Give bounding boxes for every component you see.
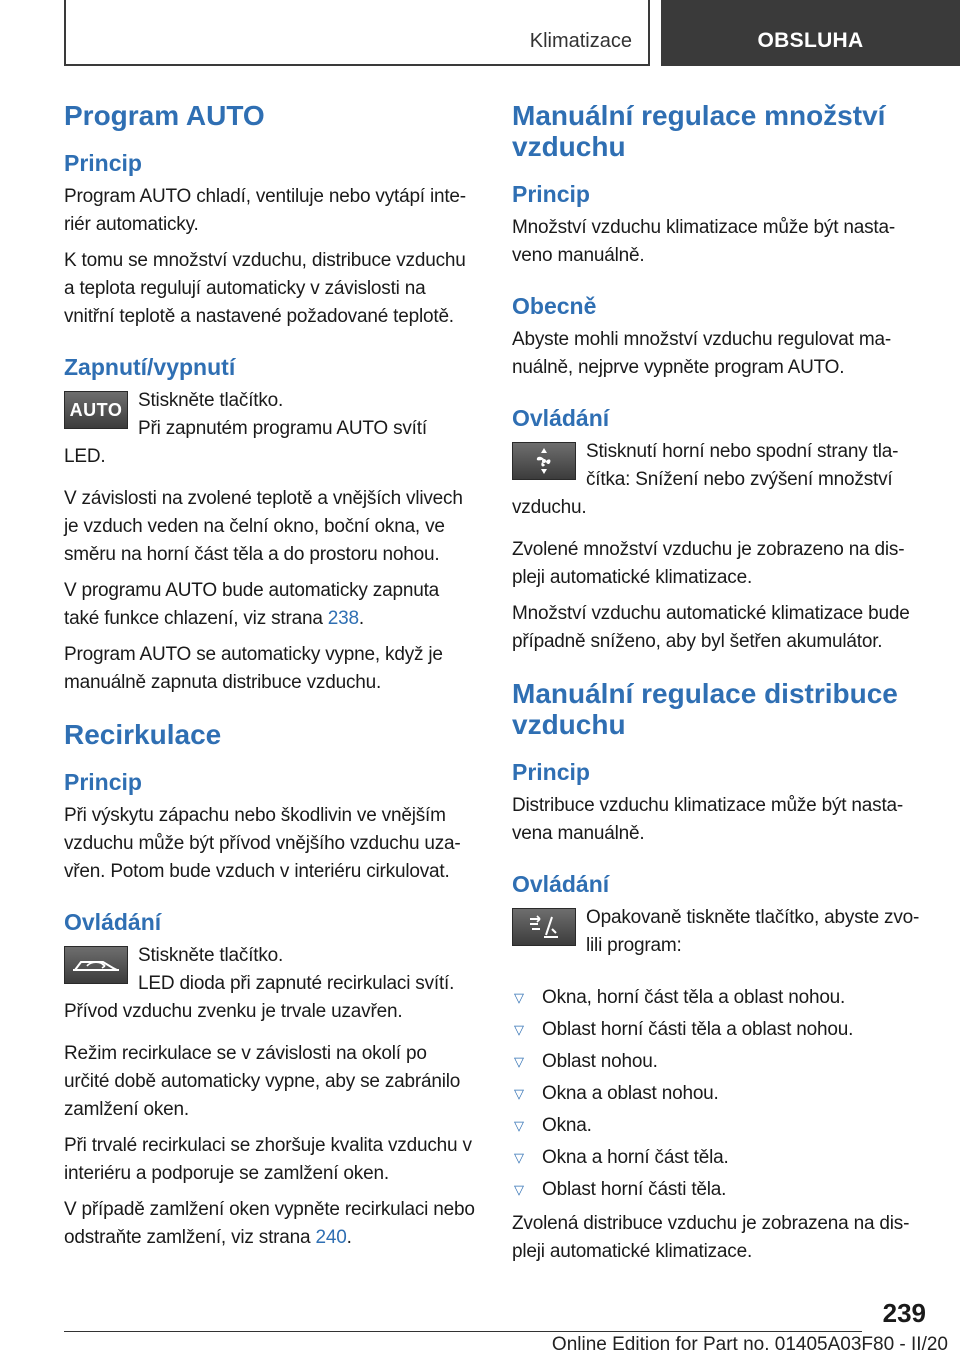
list-item: ▽ Oblast horní části těla.: [512, 1176, 924, 1204]
instruction-line: LED dioda při zapnuté recirkulaci svítí.: [138, 973, 455, 994]
paragraph: Zvolená distribuce vzduchu je zobrazena na dis‐pleji automatické klimatizace.: [512, 1213, 910, 1262]
left-column: [64, 100, 476, 1260]
heading-manual-air-distribution: Manuální regulace distribuce vzduchu: [512, 678, 898, 740]
fan-icon: [512, 442, 576, 480]
paragraph: K tomu se množství vzduchu, distribuce vzduchu a teplota regulují automaticky v závislosti na vnitřní teplotě a nastavené požadované teplotě.: [64, 250, 466, 327]
paragraph: Při výskytu zápachu nebo škodlivin ve vnějším vzduchu může být přívod vnějšího vzduchu uza‐vřen. Potom bude vzduch v interiéru cirkulovat.: [64, 805, 461, 882]
list-item: ▽ Oblast nohou.: [512, 1048, 924, 1076]
instruction-line: Opakovaně tiskněte tlačítko, abyste zvo‐: [586, 907, 920, 928]
page-link[interactable]: 240: [315, 1227, 347, 1248]
fan-button-instruction: [512, 438, 924, 522]
heading-ovladani: Ovládání: [512, 405, 610, 431]
header-chapter-tab: OBSLUHA: [661, 0, 960, 66]
instruction-line: Stiskněte tlačítko.: [138, 945, 284, 966]
paragraph: V programu AUTO bude automaticky zapnuta také funkce chlazení, viz strana 238.: [64, 580, 440, 629]
heading-ovladani: Ovládání: [512, 871, 610, 897]
header-section-title: Klimatizace: [529, 30, 632, 52]
list-item: ▽ Okna a horní část těla.: [512, 1144, 924, 1172]
paragraph: Množství vzduchu automatické klimatizace bude případně sníženo, aby byl šetřen akumulátor.: [512, 603, 910, 652]
triangle-bullet-icon: ▽: [514, 1022, 524, 1037]
triangle-bullet-icon: ▽: [514, 1118, 524, 1133]
triangle-bullet-icon: ▽: [514, 990, 524, 1005]
instruction-line: lili program:: [586, 935, 682, 956]
heading-princip: Princip: [512, 759, 590, 785]
heading-recirkulace: Recirkulace: [64, 719, 222, 750]
auto-button-icon: [64, 391, 128, 429]
instruction-line: vzduchu.: [512, 497, 587, 518]
triangle-bullet-icon: ▽: [514, 1150, 524, 1165]
paragraph: Distribuce vzduchu klimatizace může být nasta‐vena manuálně.: [512, 795, 904, 844]
right-column: [512, 100, 924, 1274]
instruction-line: Přívod vzduchu zvenku je trvale uzavřen.: [64, 1001, 403, 1022]
paragraph: Zvolené množství vzduchu je zobrazeno na dis‐pleji automatické klimatizace.: [512, 539, 905, 588]
instruction-line: Stiskněte tlačítko.: [138, 390, 284, 411]
distribution-button-instruction: [512, 904, 924, 968]
triangle-bullet-icon: ▽: [514, 1054, 524, 1069]
heading-obecne: Obecně: [512, 293, 597, 319]
heading-princip: Princip: [512, 181, 590, 207]
paragraph: Množství vzduchu klimatizace může být nasta‐veno manuálně.: [512, 217, 895, 266]
instruction-line: Při zapnutém programu AUTO svítí: [138, 418, 427, 439]
footer-divider: [64, 1331, 862, 1332]
recirculation-car-icon: [64, 946, 128, 984]
header-frame: [64, 0, 650, 66]
paragraph: Při trvalé recirkulaci se zhoršuje kvalita vzduchu v interiéru a podporuje se zamlžení oken.: [64, 1135, 472, 1184]
list-item: ▽ Okna a oblast nohou.: [512, 1080, 924, 1108]
paragraph: V závislosti na zvolené teplotě a vnějších vlivech je vzduch veden na čelní okno, boční okna, ve směru na horní část těla a do prostoru nohou.: [64, 488, 463, 565]
auto-button-label: AUTO: [69, 399, 123, 420]
auto-button-instruction: [64, 387, 476, 471]
instruction-line: Stisknutí horní nebo spodní strany tla‐: [586, 441, 899, 462]
page-link[interactable]: 238: [327, 608, 359, 629]
paragraph: Program AUTO se automaticky vypne, když je manuálně zapnuta distribuce vzduchu.: [64, 644, 443, 693]
triangle-bullet-icon: ▽: [514, 1182, 524, 1197]
heading-program-auto: Program AUTO: [64, 100, 265, 131]
paragraph: Abyste mohli množství vzduchu regulovat ma‐nuálně, nejprve vypněte program AUTO.: [512, 329, 891, 378]
paragraph: V případě zamlžení oken vypněte recirkulaci nebo odstraňte zamlžení, viz strana 240.: [64, 1199, 475, 1248]
distribution-program-list: [512, 984, 924, 1204]
list-item: ▽ Oblast horní části těla a oblast nohou.: [512, 1016, 924, 1044]
heading-ovladani: Ovládání: [64, 909, 162, 935]
page-number: 239: [882, 1298, 926, 1328]
page-header: [64, 0, 960, 66]
heading-manual-air-volume: Manuální regulace množství vzduchu: [512, 100, 886, 162]
air-distribution-icon: [512, 908, 576, 946]
paragraph: Program AUTO chladí, ventiluje nebo vytápí inte‐riér automaticky.: [64, 186, 466, 235]
triangle-bullet-icon: ▽: [514, 1086, 524, 1101]
heading-zapnuti-vypnuti: Zapnutí/vypnutí: [64, 354, 236, 380]
list-item: ▽ Okna, horní část těla a oblast nohou.: [512, 984, 924, 1012]
list-item: ▽ Okna.: [512, 1112, 924, 1140]
instruction-line: LED.: [64, 446, 106, 467]
heading-princip: Princip: [64, 150, 142, 176]
paragraph: Režim recirkulace se v závislosti na okolí po určité době automaticky vypne, aby se zabránilo zamlžení oken.: [64, 1043, 461, 1120]
heading-princip: Princip: [64, 769, 142, 795]
footer-edition: Online Edition for Part no. 01405A03F80 - II/20: [551, 1334, 948, 1355]
instruction-line: čítka: Snížení nebo zvýšení množství: [586, 469, 893, 490]
recirculation-button-instruction: [64, 942, 476, 1026]
